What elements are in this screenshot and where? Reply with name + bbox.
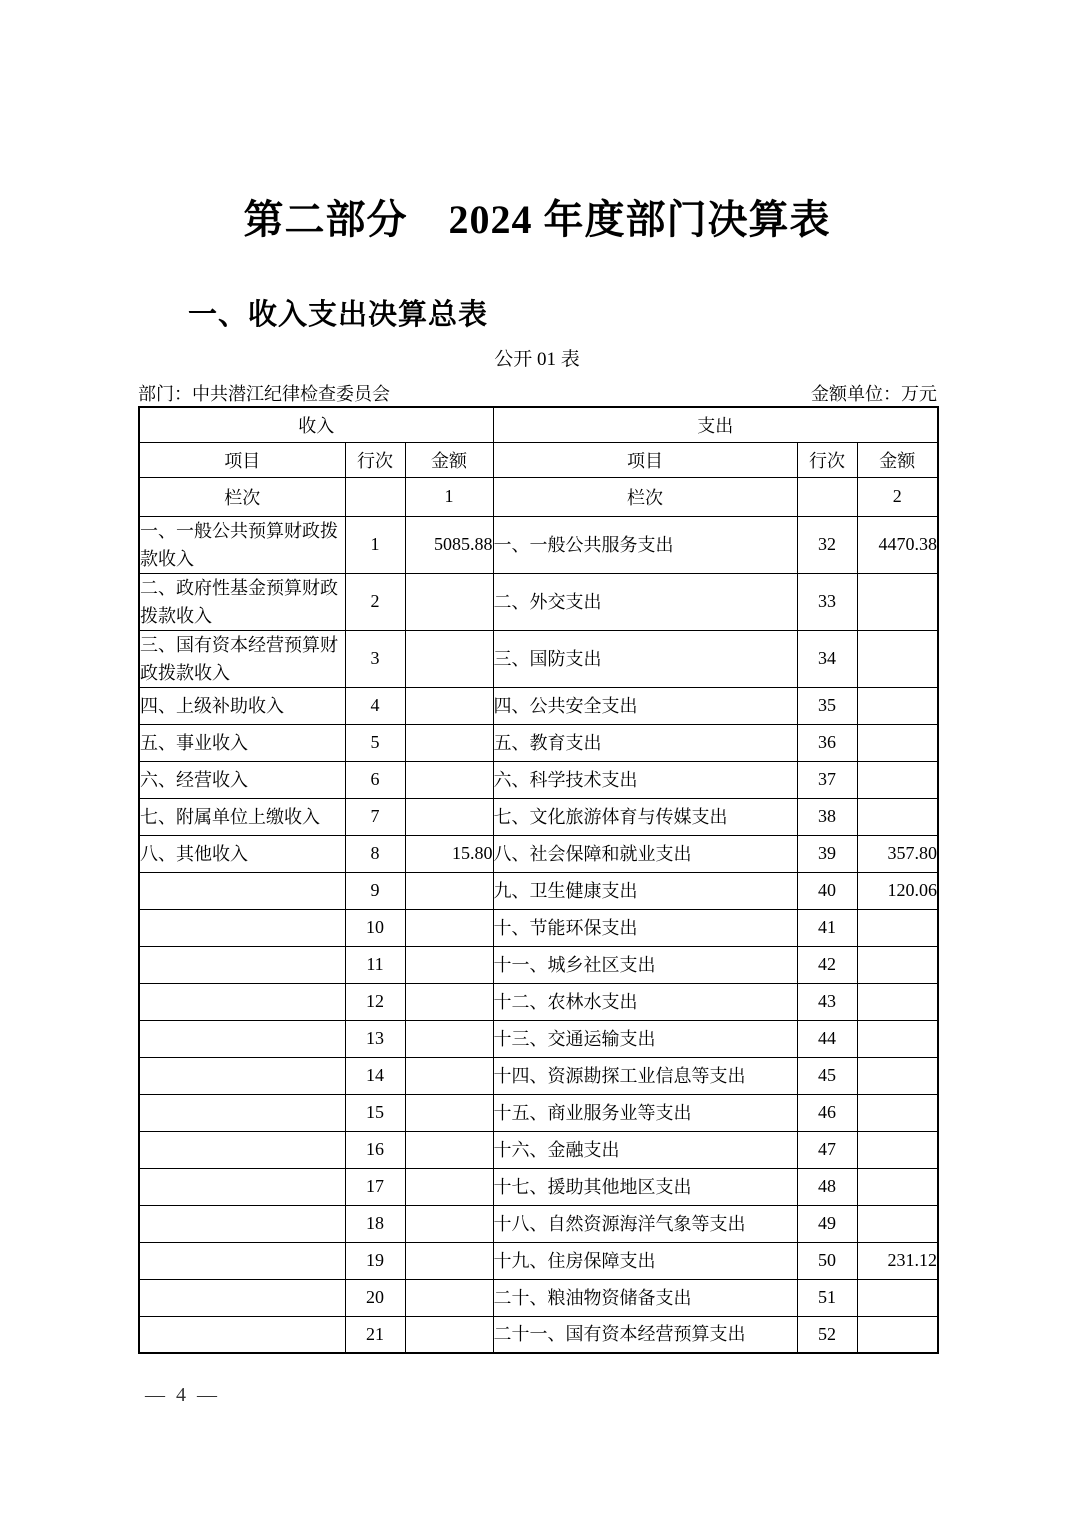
table-row [139,1020,938,1057]
income-rowno-cell: 9 [345,872,405,909]
income-item-cell [139,909,345,946]
income-item-header: 项目 [139,442,345,477]
expense-rowno-cell: 33 [797,573,857,630]
income-item-cell [139,1094,345,1131]
table-row [139,761,938,798]
section-header-row [139,407,938,442]
expense-amount-cell [857,1020,938,1057]
expense-amount-cell [857,1316,938,1353]
income-item-cell [139,1020,345,1057]
income-amount-cell [405,1131,493,1168]
income-amount-cell [405,1316,493,1353]
page-title: 第二部分 2024 年度部门决算表 [243,197,831,242]
expense-amount-cell [857,1131,938,1168]
expense-rowno-cell: 42 [797,946,857,983]
expense-rowno-cell: 36 [797,724,857,761]
expense-amount-cell [857,1057,938,1094]
expense-item-cell: 十四、资源勘探工业信息等支出 [493,1057,797,1094]
table-row [139,516,938,573]
expense-item-cell: 六、科学技术支出 [493,761,797,798]
expense-rowno-cell: 34 [797,630,857,687]
expense-item-cell: 十、节能环保支出 [493,909,797,946]
income-amount-cell [405,1242,493,1279]
expense-item-cell: 十五、商业服务业等支出 [493,1094,797,1131]
expense-item-cell: 十二、农林水支出 [493,983,797,1020]
budget-table [138,406,939,1354]
page-number: — 4 — [145,1384,220,1406]
income-amount-cell [405,761,493,798]
expense-rowno-cell: 43 [797,983,857,1020]
income-amount-cell [405,946,493,983]
income-item-cell [139,1168,345,1205]
income-rowno-cell: 8 [345,835,405,872]
income-item-cell: 三、国有资本经营预算财政拨款收入 [139,630,345,687]
income-rowno-cell: 15 [345,1094,405,1131]
income-item-cell: 七、附属单位上缴收入 [139,798,345,835]
income-rowno-cell: 13 [345,1020,405,1057]
expense-section-header: 支出 [493,407,938,442]
expense-amount-cell [857,946,938,983]
income-amount-cell [405,983,493,1020]
expense-item-cell: 九、卫生健康支出 [493,872,797,909]
table-label: 公开 01 表 [494,349,580,370]
column-index-row [139,477,938,516]
income-item-cell: 二、政府性基金预算财政拨款收入 [139,573,345,630]
table-row [139,687,938,724]
table-row [139,872,938,909]
income-amount-cell [405,1057,493,1094]
expense-amount-cell [857,1279,938,1316]
income-column-index: 1 [405,477,493,516]
table-row [139,1279,938,1316]
income-rowno-cell: 2 [345,573,405,630]
expense-rowno-cell: 35 [797,687,857,724]
income-item-cell: 八、其他收入 [139,835,345,872]
income-rowno-cell: 12 [345,983,405,1020]
expense-amount-cell [857,724,938,761]
table-row [139,1242,938,1279]
table-row [139,724,938,761]
income-item-cell [139,1131,345,1168]
expense-item-cell: 一、一般公共服务支出 [493,516,797,573]
income-rowno-cell: 1 [345,516,405,573]
expense-amount-cell [857,1205,938,1242]
income-amount-cell [405,573,493,630]
income-section-header: 收入 [139,407,493,442]
income-item-cell [139,1279,345,1316]
expense-amount-cell [857,983,938,1020]
expense-rowno-cell: 45 [797,1057,857,1094]
expense-amount-cell [857,1094,938,1131]
income-rowno-cell: 5 [345,724,405,761]
expense-item-cell: 十三、交通运输支出 [493,1020,797,1057]
expense-column-index: 2 [857,477,938,516]
table-row [139,1094,938,1131]
expense-rowno-cell: 52 [797,1316,857,1353]
meta-row [138,380,937,406]
income-rowno-cell: 7 [345,798,405,835]
expense-item-cell: 十六、金融支出 [493,1131,797,1168]
expense-rowno-cell: 41 [797,909,857,946]
income-amount-cell [405,1279,493,1316]
expense-item-cell: 十八、自然资源海洋气象等支出 [493,1205,797,1242]
income-rowno-cell: 14 [345,1057,405,1094]
income-rowno-cell: 11 [345,946,405,983]
expense-item-cell: 二、外交支出 [493,573,797,630]
income-item-cell [139,1316,345,1353]
table-row [139,1057,938,1094]
table-row [139,798,938,835]
expense-amount-cell: 4470.38 [857,516,938,573]
expense-amount-cell [857,573,938,630]
income-item-cell: 五、事业收入 [139,724,345,761]
income-lanci-rowno [345,477,405,516]
table-row [139,983,938,1020]
expense-amount-cell: 357.80 [857,835,938,872]
income-amount-cell [405,724,493,761]
income-item-cell [139,872,345,909]
expense-item-cell: 十七、援助其他地区支出 [493,1168,797,1205]
income-amount-cell [405,1094,493,1131]
unit-label: 金额单位：万元 [811,384,937,404]
income-rowno-header: 行次 [345,442,405,477]
income-lanci-label: 栏次 [139,477,345,516]
income-amount-cell [405,1020,493,1057]
expense-rowno-cell: 47 [797,1131,857,1168]
expense-amount-cell [857,798,938,835]
expense-item-cell: 五、教育支出 [493,724,797,761]
expense-item-header: 项目 [493,442,797,477]
income-rowno-cell: 6 [345,761,405,798]
income-amount-cell [405,872,493,909]
expense-rowno-header: 行次 [797,442,857,477]
expense-rowno-cell: 39 [797,835,857,872]
income-item-cell: 四、上级补助收入 [139,687,345,724]
expense-item-cell: 八、社会保障和就业支出 [493,835,797,872]
department-label: 部门：中共潜江纪律检查委员会 [138,384,390,404]
income-amount-cell [405,1205,493,1242]
income-item-cell [139,946,345,983]
income-amount-header: 金额 [405,442,493,477]
income-item-cell [139,1242,345,1279]
expense-rowno-cell: 32 [797,516,857,573]
income-amount-cell: 15.80 [405,835,493,872]
income-amount-cell [405,1168,493,1205]
income-rowno-cell: 10 [345,909,405,946]
table-row [139,1168,938,1205]
expense-item-cell: 十一、城乡社区支出 [493,946,797,983]
expense-rowno-cell: 51 [797,1279,857,1316]
expense-amount-cell [857,761,938,798]
expense-amount-cell [857,687,938,724]
income-item-cell: 一、一般公共预算财政拨款收入 [139,516,345,573]
income-rowno-cell: 18 [345,1205,405,1242]
income-amount-cell [405,909,493,946]
expense-rowno-cell: 48 [797,1168,857,1205]
table-row [139,630,938,687]
expense-amount-cell [857,1168,938,1205]
expense-amount-cell: 231.12 [857,1242,938,1279]
income-rowno-cell: 21 [345,1316,405,1353]
income-amount-cell [405,798,493,835]
income-rowno-cell: 19 [345,1242,405,1279]
table-row [139,1316,938,1353]
income-item-cell [139,983,345,1020]
expense-item-cell: 四、公共安全支出 [493,687,797,724]
income-item-cell [139,1205,345,1242]
expense-item-cell: 七、文化旅游体育与传媒支出 [493,798,797,835]
expense-item-cell: 二十、粮油物资储备支出 [493,1279,797,1316]
table-row [139,835,938,872]
expense-lanci-label: 栏次 [493,477,797,516]
table-row [139,909,938,946]
expense-amount-cell [857,909,938,946]
expense-amount-header: 金额 [857,442,938,477]
table-row [139,1131,938,1168]
expense-item-cell: 十九、住房保障支出 [493,1242,797,1279]
income-rowno-cell: 17 [345,1168,405,1205]
table-row [139,1205,938,1242]
income-amount-cell [405,630,493,687]
expense-rowno-cell: 46 [797,1094,857,1131]
expense-rowno-cell: 37 [797,761,857,798]
expense-rowno-cell: 49 [797,1205,857,1242]
income-rowno-cell: 16 [345,1131,405,1168]
section-title: 一、收入支出决算总表 [188,299,489,331]
income-item-cell: 六、经营收入 [139,761,345,798]
income-rowno-cell: 4 [345,687,405,724]
expense-amount-cell [857,630,938,687]
table-row [139,573,938,630]
expense-item-cell: 二十一、国有资本经营预算支出 [493,1316,797,1353]
income-amount-cell [405,687,493,724]
expense-lanci-rowno [797,477,857,516]
expense-rowno-cell: 38 [797,798,857,835]
expense-item-cell: 三、国防支出 [493,630,797,687]
income-item-cell [139,1057,345,1094]
income-amount-cell: 5085.88 [405,516,493,573]
expense-rowno-cell: 44 [797,1020,857,1057]
table-row [139,946,938,983]
column-header-row [139,442,938,477]
expense-rowno-cell: 40 [797,872,857,909]
income-rowno-cell: 3 [345,630,405,687]
expense-rowno-cell: 50 [797,1242,857,1279]
expense-amount-cell: 120.06 [857,872,938,909]
income-rowno-cell: 20 [345,1279,405,1316]
